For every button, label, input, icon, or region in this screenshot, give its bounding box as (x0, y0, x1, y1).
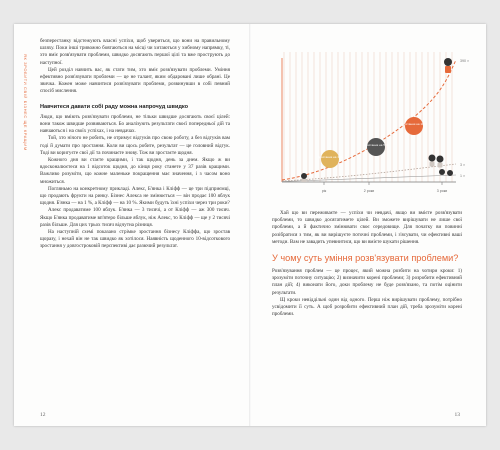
left-text-column (40, 38, 230, 251)
page-number: 12 (40, 412, 46, 418)
left-page (14, 24, 250, 426)
paragraph: Люди, що вміють розв'язувати проблеми, не тільки швидше досягають своєї цілей: вони також швидше розвиваються. Бо аналізують результати своєї попередньої дій та навчаються і на своїх успіхах, і на невдачах. (40, 113, 230, 135)
x-tick-label: 2 роки (363, 189, 375, 193)
person-illustration-top (444, 58, 452, 73)
series-label: Зростання на 10 % (400, 122, 428, 126)
paragraph: Хай що ви переживаєте — успіхи чи невдачі, якщо ви вмієте розв'язувати проблеми, то швидко досягатимете цілей. Ви зможете вирішувати не лише свої проблеми, а й фактично змінювати своє середовище. Для початку ви повинні розібратися з тим, як ви вирішуєте поточні проблеми, і з'ясувати, чи ефективні ваші методи. Вам не завадить упевнитися, що ви вмієте шукати рішення. (272, 210, 462, 245)
series-marker-1pct (321, 150, 339, 168)
series-label: Зростання на 1 % (317, 155, 343, 159)
x-tick-label: 3 роки (436, 189, 448, 193)
paragraph: Щ кроки невіддільні один від одного. Перш ніж вирішувати проблему, потрібно усвідомити її суть. А щоб розробити ефективний план дій, треба зрозуміти корені проблеми. (272, 296, 462, 318)
chart-hatching (284, 52, 452, 182)
right-page (250, 24, 486, 426)
paragraph: Розв'язування проблем — це процес, який можна розбити на чотири кроки: 1) зрозуміти поточну ситуацію; 2) визначити корені проблеми; 3) розробити ефективний план дій; 4) виконати його, доки проблему не буде розв'язано, та потім оцінити результати. (272, 268, 462, 296)
running-head-text: ЯК ЗРОБИТИ СВІЙ БІЗНЕС ЩЕ КРАЩИМ (23, 54, 28, 151)
paragraph: Цей розділ навчить вас, як стати тим, хто вміє розв'язувати проблеми. Уміння ефективно розв'язувати проблеми — це не талант, яким обдаровані лише обрані. Це звичка. Кожен може навчитися розв'язувати проблеми, розвинувши в собі певний спосіб мислення. (40, 66, 230, 95)
end-label-10pct: 390 × (460, 59, 470, 63)
right-text-column (272, 210, 462, 318)
series-marker-10pct (405, 117, 423, 135)
paragraph: Погляньмо на конкретному прикладі. Алекс, Б'янка і Кліфф — це три підприємці, що продають фрукти на ринку. Бізнес Алекса не змінюється — він продає 100 яблук щодня. Б'янка — на 1 %, а Кліфф — на 10 %. Якими будуть їхні успіхи через три роки? (40, 185, 230, 207)
series-label: Зростання на 5 % (363, 143, 389, 147)
paragraph: Алекс продаватиме 100 яблук. Б'янка — 3 тисячі, а от Кліфф — аж 300 тисяч. Якщо Б'янка продаватиме вп'ятеро більше яблук, ніж Алекс, то Кліфф — ще у 2 тисячі разів більше. Для цих трьох тисяч відчутна різниця. (40, 207, 230, 228)
paragraph: Кожного дня ви стаєте кращими, і так щодня, день за днем. Якщо ж ви вдосконалюєтеся на 1 відсоток щодня, до кінця року станете у 37 разів кращими. Важливо розуміти, що кожне маленьке покращення має значення, і з часом воно множиться. (40, 157, 230, 185)
end-label-1pct: 1 × (460, 174, 466, 178)
x-tick-label: рік (321, 189, 327, 193)
running-head (22, 54, 32, 254)
section-title: У чому суть уміння розв'язувати проблеми? (272, 253, 459, 264)
growth-chart (264, 24, 476, 212)
paragraph: безперестанку відстежують власні успіхи, щоб увериться, що вони на правильному шляху. Поки інші тривожно бовтаються на місці чи хитаються у хибному напрямку, ті, хто вміє розв'язувати проблеми, швидко досягають першої цілі та вже прострують до наступної. (40, 38, 230, 66)
page-number: 13 (454, 412, 460, 418)
paragraph: Той, хто нічого не робить, не отримує відгуків про свою роботу, а без відгуків вам годі й думати про зростання. Коли ви щось робите, результат — це головний відгук. Тоді ви коригуєте свої дії та починаєте знову. Тож ви зростаєте щодня. (40, 135, 230, 156)
end-label-5pct: 3 × (460, 163, 466, 167)
paragraph: На наступній схемі показано стрімке зростання бізнесу Кліффа, що зростав щоразу, і нехай він не так швидко як хотілося. Наявність щоденного 10-відсоткового зростання у довгостроковій перспективі дає разючий результат. (40, 229, 230, 250)
subheading: Навчитеся давати собі раду можна напрочуд швидко (40, 103, 189, 110)
person-illustration-middle (429, 155, 444, 168)
series-marker-5pct (367, 138, 385, 156)
book-spread (14, 24, 486, 426)
